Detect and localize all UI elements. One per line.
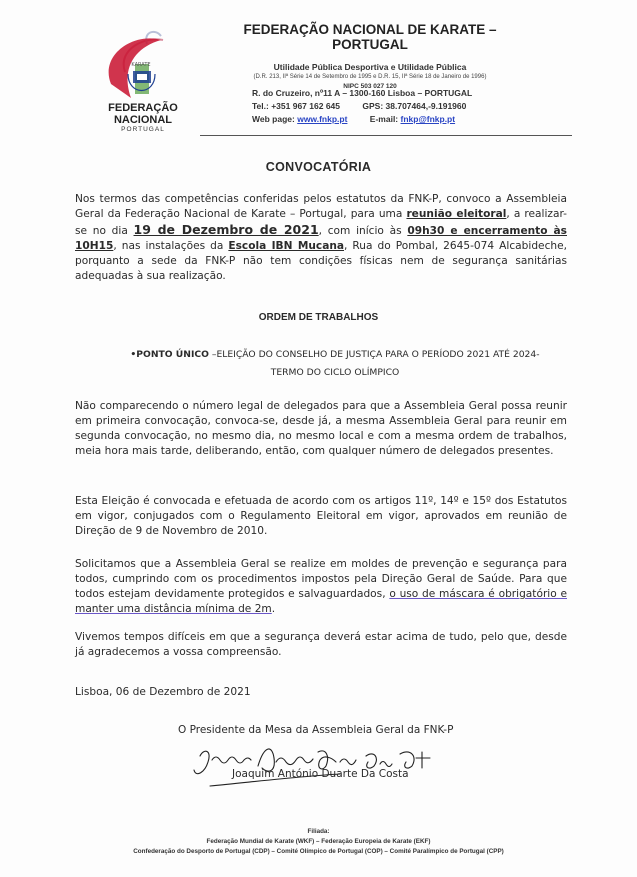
president-title: O Presidente da Mesa da Assembleia Geral da FNK-P [178, 724, 454, 736]
mask-requirement: o uso de máscara é obrigatório e manter uma distância mínima de 2m [75, 588, 567, 615]
intro-paragraph: Nos termos das competências conferidas pelos estatutos da FNK-P, convoco a Assembleia Geral da Federação Nacional de Karate – Portugal, para uma reunião eleitoral, a realizar-se no dia 19 de Dezembro de 2021, com início às 09h30 e encerramento às 10H15, nas instalações da Escola IBN Mucana, Rua do Pombal, 2645-074 Alcabideche, porquanto a sede da FNK-P não tem condições físicas nem de segurança sanitárias adequadas à sua realização. [75, 193, 567, 282]
email-link[interactable]: fnkp@fnkp.pt [400, 114, 456, 124]
agenda-item-label: PONTO ÚNICO [136, 349, 209, 360]
date-line: Lisboa, 06 de Dezembro de 2021 [75, 686, 251, 698]
gps-label: GPS: [362, 101, 384, 111]
header-nipc: NIPC 503 027 120 [343, 83, 397, 90]
logo-country: PORTUGAL [121, 126, 165, 133]
tel-value: +351 967 162 645 [271, 101, 340, 111]
document-title: CONVOCATÓRIA [265, 160, 372, 174]
meeting-venue: Escola IBN Mucana [228, 240, 345, 252]
meeting-type: reunião eleitoral [406, 208, 507, 220]
agenda-item-text: –ELEIÇÃO DO CONSELHO DE JUSTIÇA PARA O PERÍODO 2021 ATÉ 2024- [208, 349, 540, 360]
handwritten-signature [190, 738, 470, 790]
election-paragraph: Esta Eleição é convocada e efetuada de acordo com os artigos 11º, 14º e 15º dos Estatutos em vigor, conjugados com o Regulamento Eleitoral em vigor, aprovados em reunião de Direção de 9 de Novembro de 2010. [75, 495, 567, 537]
safety-paragraph: Solicitamos que a Assembleia Geral se realize em moldes de prevenção e segurança para todos, cumprindo com os procedimentos impostos pela Direção Geral de Saúde. Para que todos estejam devidamente protegidos e salvaguardados, o uso de máscara é obrigatório e manter uma distância mínima de 2m. [75, 558, 567, 615]
header-divider [200, 135, 572, 136]
header-title: FEDERAÇÃO NACIONAL DE KARATE – PORTUGAL [243, 22, 497, 52]
president-name: Joaquim António Duarte Da Costa [232, 768, 409, 780]
logo-federation-name: FEDERAÇÃO NACIONAL [108, 102, 178, 126]
closing-paragraph: Vivemos tempos difíceis em que a segurança deverá estar acima de tudo, pelo que, desde já agradecemos a vossa compreensão. [75, 631, 567, 658]
meeting-time: 09h30 e encerramento às 10H15 [75, 225, 567, 252]
web-link[interactable]: www.fnkp.pt [297, 114, 348, 124]
meeting-date: 19 de Dezembro de 2021 [133, 222, 319, 237]
header-legal: (D.R. 213, IIª Série 14 de Setembro de 1995 e D.R. 15, IIª Série 18 de Janeiro de 1996) [253, 74, 487, 80]
quorum-paragraph: Não comparecendo o número legal de delegados para que a Assembleia Geral possa reunir em primeira convocação, convoca-se, desde já, a mesma Assembleia Geral para reunir em segunda convocação, no mesmo dia, no mesmo local e com a mesma ordem de trabalhos, meia hora mais tarde, deliberando, então, com qualquer número de delegados presentes. [75, 400, 567, 457]
footer-affiliations [0, 827, 637, 857]
footer-label: Filiada: [307, 828, 330, 835]
agenda-item: •PONTO ÚNICO –ELEIÇÃO DO CONSELHO DE JUSTIÇA PARA O PERÍODO 2021 ATÉ 2024- TERMO DO CICLO OLÍMPICO [130, 349, 540, 378]
letterhead [205, 22, 535, 90]
contact-block [252, 88, 472, 127]
agenda-title: ORDEM DE TRABALHOS [258, 312, 379, 323]
web-label: Web page: [252, 114, 295, 124]
tel-label: Tel.: [252, 101, 269, 111]
email-label: E-mail: [369, 114, 399, 124]
contact-address: R. do Cruzeiro, nº11 A – 1300-160 Lisboa – PORTUGAL [252, 88, 473, 98]
agenda-item-text-2: TERMO DO CICLO OLÍMPICO [270, 367, 400, 378]
footer-line-2: Confederação do Desporto de Portugal (CDP) – Comité Olímpico de Portugal (COP) – Comité Paralímpico de Portugal (CPP) [133, 848, 504, 855]
gps-value: 38.707464,-9.191960 [385, 101, 467, 111]
svg-text:KARATE: KARATE [131, 62, 151, 68]
header-subtitle: Utilidade Pública Desportiva e Utilidade Pública [273, 62, 467, 72]
footer-line-1: Federação Mundial de Karate (WKF) – Federação Europeia de Karate (EKF) [206, 838, 431, 845]
